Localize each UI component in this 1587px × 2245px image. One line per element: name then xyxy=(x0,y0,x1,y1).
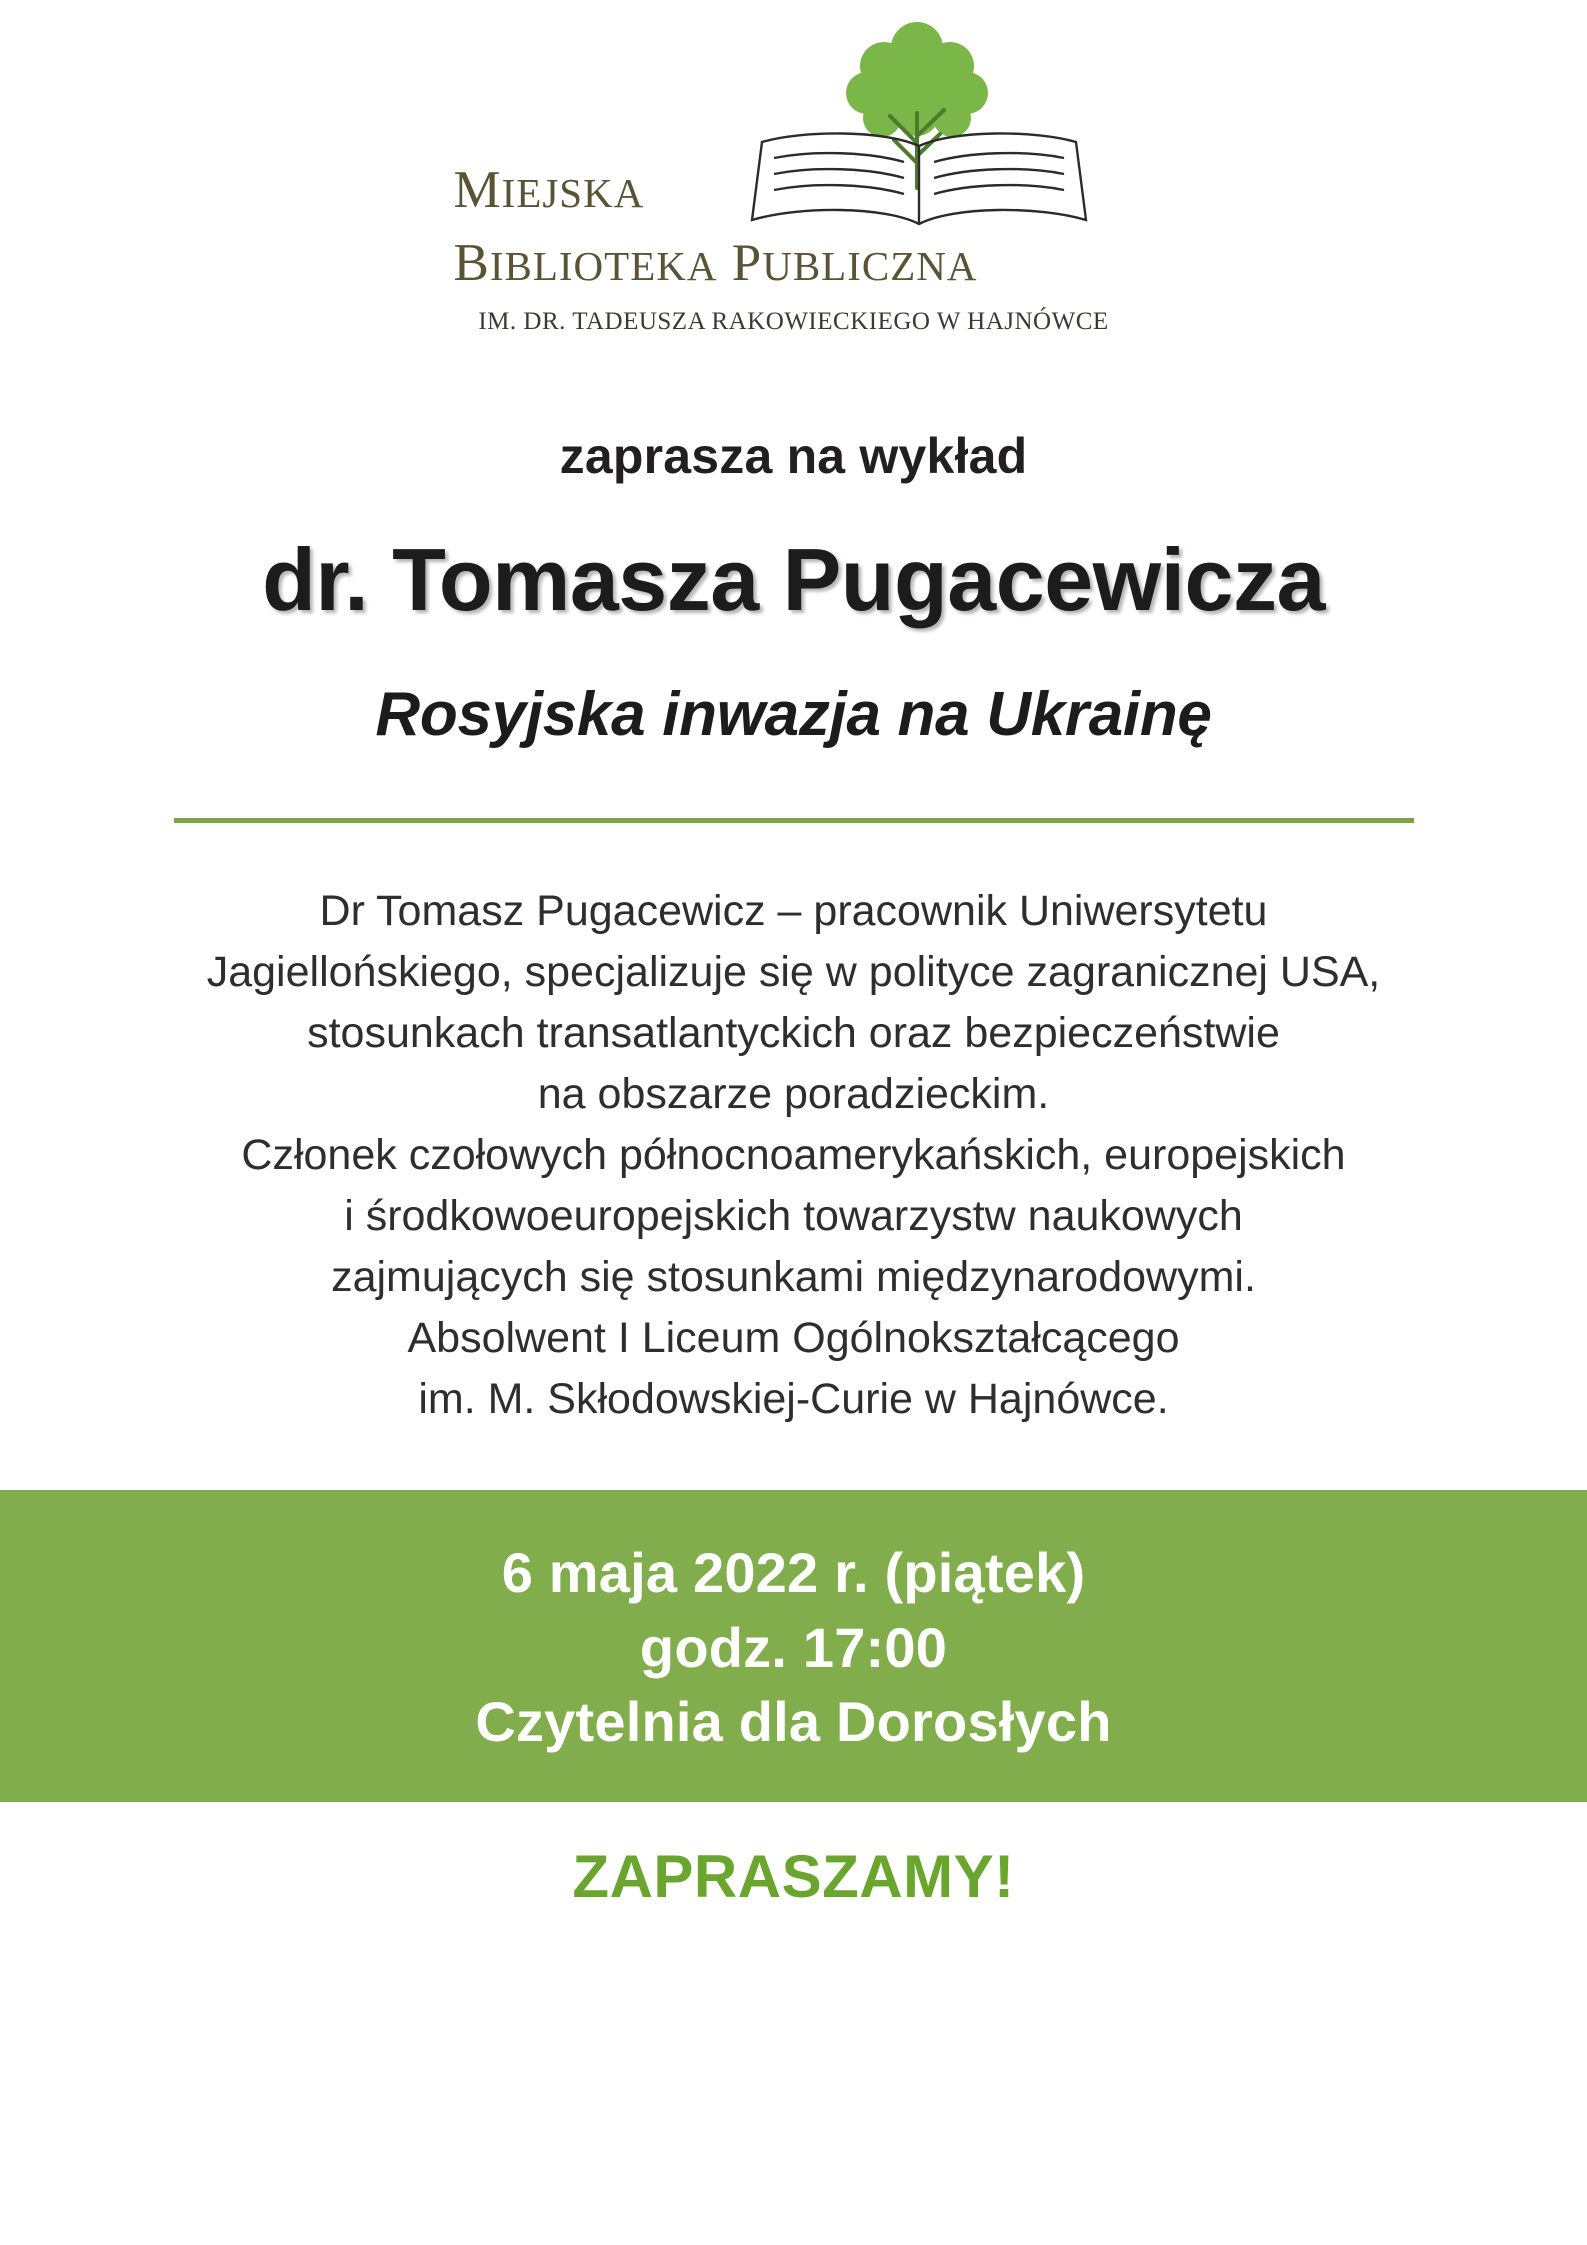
speaker-name: dr. Tomasza Pugacewicza xyxy=(262,530,1325,629)
bio-line: zajmujących się stosunkami międzynarodowymi. xyxy=(331,1253,1256,1302)
event-details-band xyxy=(0,1490,1587,1801)
bio-line: stosunkach transatlantyckich oraz bezpieczeństwie xyxy=(307,1009,1280,1058)
bio-line: Absolwent I Liceum Ogólnokształcącego xyxy=(407,1314,1180,1363)
library-logo xyxy=(394,0,1194,415)
bio-line: Jagiellońskiego, specjalizuje się w polityce zagranicznej USA, xyxy=(206,948,1381,997)
call-to-action: ZAPRASZAMY! xyxy=(572,1842,1015,1910)
logo-line-miejska: MIEJSKA xyxy=(453,161,645,219)
logo-line-biblioteka-publiczna: BIBLIOTEKA PUBLICZNA xyxy=(453,234,978,292)
event-time: godz. 17:00 xyxy=(639,1615,948,1679)
logo-subtitle: IM. DR. TADEUSZA RAKOWIECKIEGO W HAJNÓWCE xyxy=(478,308,1109,335)
event-place: Czytelnia dla Dorosłych xyxy=(475,1690,1112,1754)
invitation-line: zaprasza na wykład xyxy=(559,428,1028,484)
horizontal-rule xyxy=(174,818,1414,823)
bio-line: Dr Tomasz Pugacewicz – pracownik Uniwersytetu xyxy=(319,887,1268,935)
bio-line: na obszarze poradzieckim. xyxy=(537,1070,1050,1119)
event-date: 6 maja 2022 r. (piątek) xyxy=(501,1541,1086,1605)
logo-artwork xyxy=(434,8,1154,335)
bio-line: im. M. Skłodowskiej-Curie w Hajnówce. xyxy=(418,1375,1169,1424)
speaker-bio xyxy=(0,881,1587,1430)
logo-area xyxy=(0,0,1587,415)
bio-line: i środkowoeuropejskich towarzystw naukowych xyxy=(344,1192,1243,1241)
lecture-title: Rosyjska inwazja na Ukrainę xyxy=(375,680,1212,749)
open-book-icon xyxy=(744,128,1094,243)
bio-line: Członek czołowych północnoamerykańskich, europejskich xyxy=(241,1131,1346,1180)
